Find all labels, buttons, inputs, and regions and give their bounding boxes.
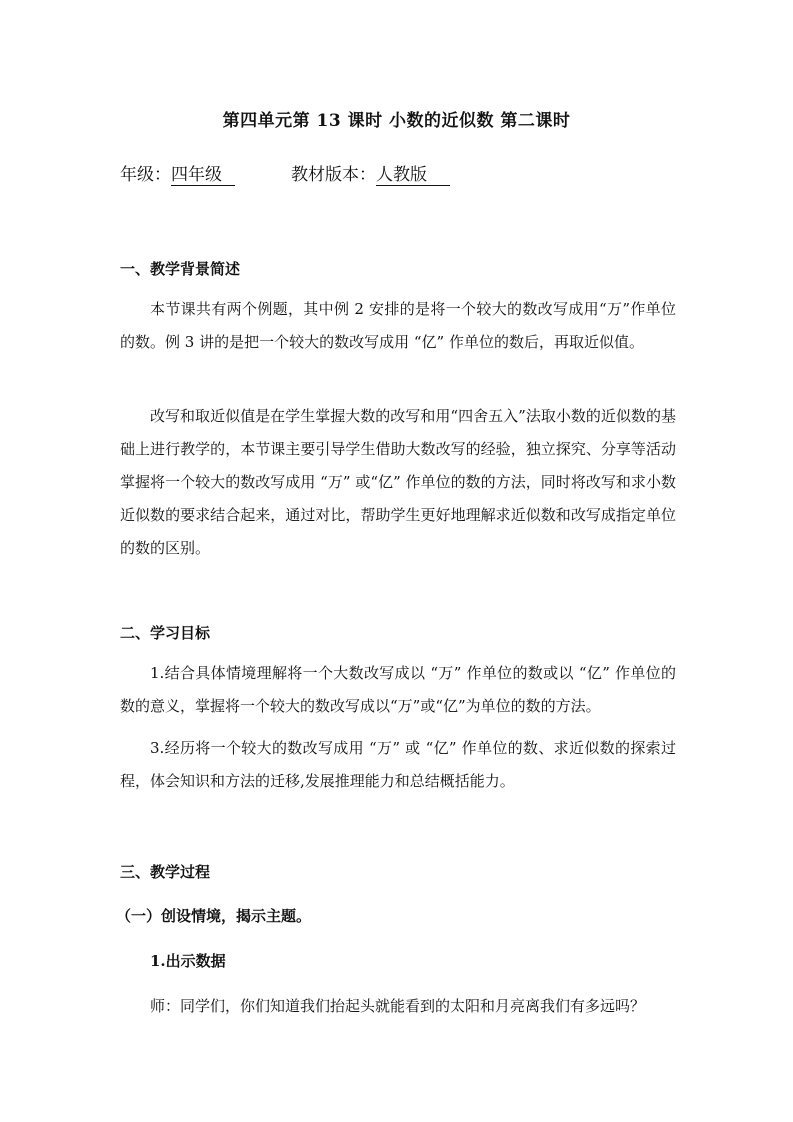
section-heading-goals: 二、学习目标 bbox=[120, 624, 211, 642]
goals-paragraph-2: 3.经历将一个较大的数改写成用 “万” 或 “亿” 作单位的数、求近似数的探索过程，体会知识和方法的迁移,发展推理能力和总结概括能力。 bbox=[120, 739, 676, 790]
background-paragraph-1: 本节课共有两个例题，其中例 2 安排的是将一个较大的数改写成用“万”作单位的数。例 3 讲的是把一个较大的数改写成用 “亿” 作单位的数后，再取近似值。 bbox=[120, 300, 676, 351]
teacher-line: 师：同学们，你们知道我们抬起头就能看到的太阳和月亮离我们有多远吗？ bbox=[150, 997, 646, 1015]
section-heading-process: 三、教学过程 bbox=[120, 863, 211, 881]
meta-line bbox=[120, 160, 450, 186]
goals-paragraph-1: 1.结合具体情境理解将一个大数改写成以 “万” 作单位的数或以 “亿” 作单位的数的意义，掌握将一个较大的数改写成以“万”或“亿”为单位的数的方法。 bbox=[120, 664, 676, 715]
background-paragraph-2: 改写和取近似值是在学生掌握大数的改写和用“四舍五入”法取小数的近似数的基础上进行教学的，本节课主要引导学生借助大数改写的经验，独立探究、分享等活动掌握将一个较大的数改写成用 “万” 或“亿” 作单位的数的方法，同时将改写和求小数近似数的要求结合起来，通过对比，帮助学生更好地理解求近似数和改写成指定单位的数的区别。 bbox=[120, 407, 676, 557]
page-title: 第四单元第 13 课时 小数的近似数 第二课时 bbox=[222, 111, 571, 131]
grade-value: 四年级 bbox=[171, 165, 235, 186]
grade-label: 年级： bbox=[120, 165, 171, 185]
version-value: 人教版 bbox=[376, 165, 450, 186]
version-label: 教材版本： bbox=[291, 165, 376, 185]
process-item-1: 1.出示数据 bbox=[150, 952, 226, 970]
section-heading-background: 一、教学背景简述 bbox=[120, 260, 241, 278]
process-subheading: （一）创设情境，揭示主题。 bbox=[116, 907, 312, 925]
